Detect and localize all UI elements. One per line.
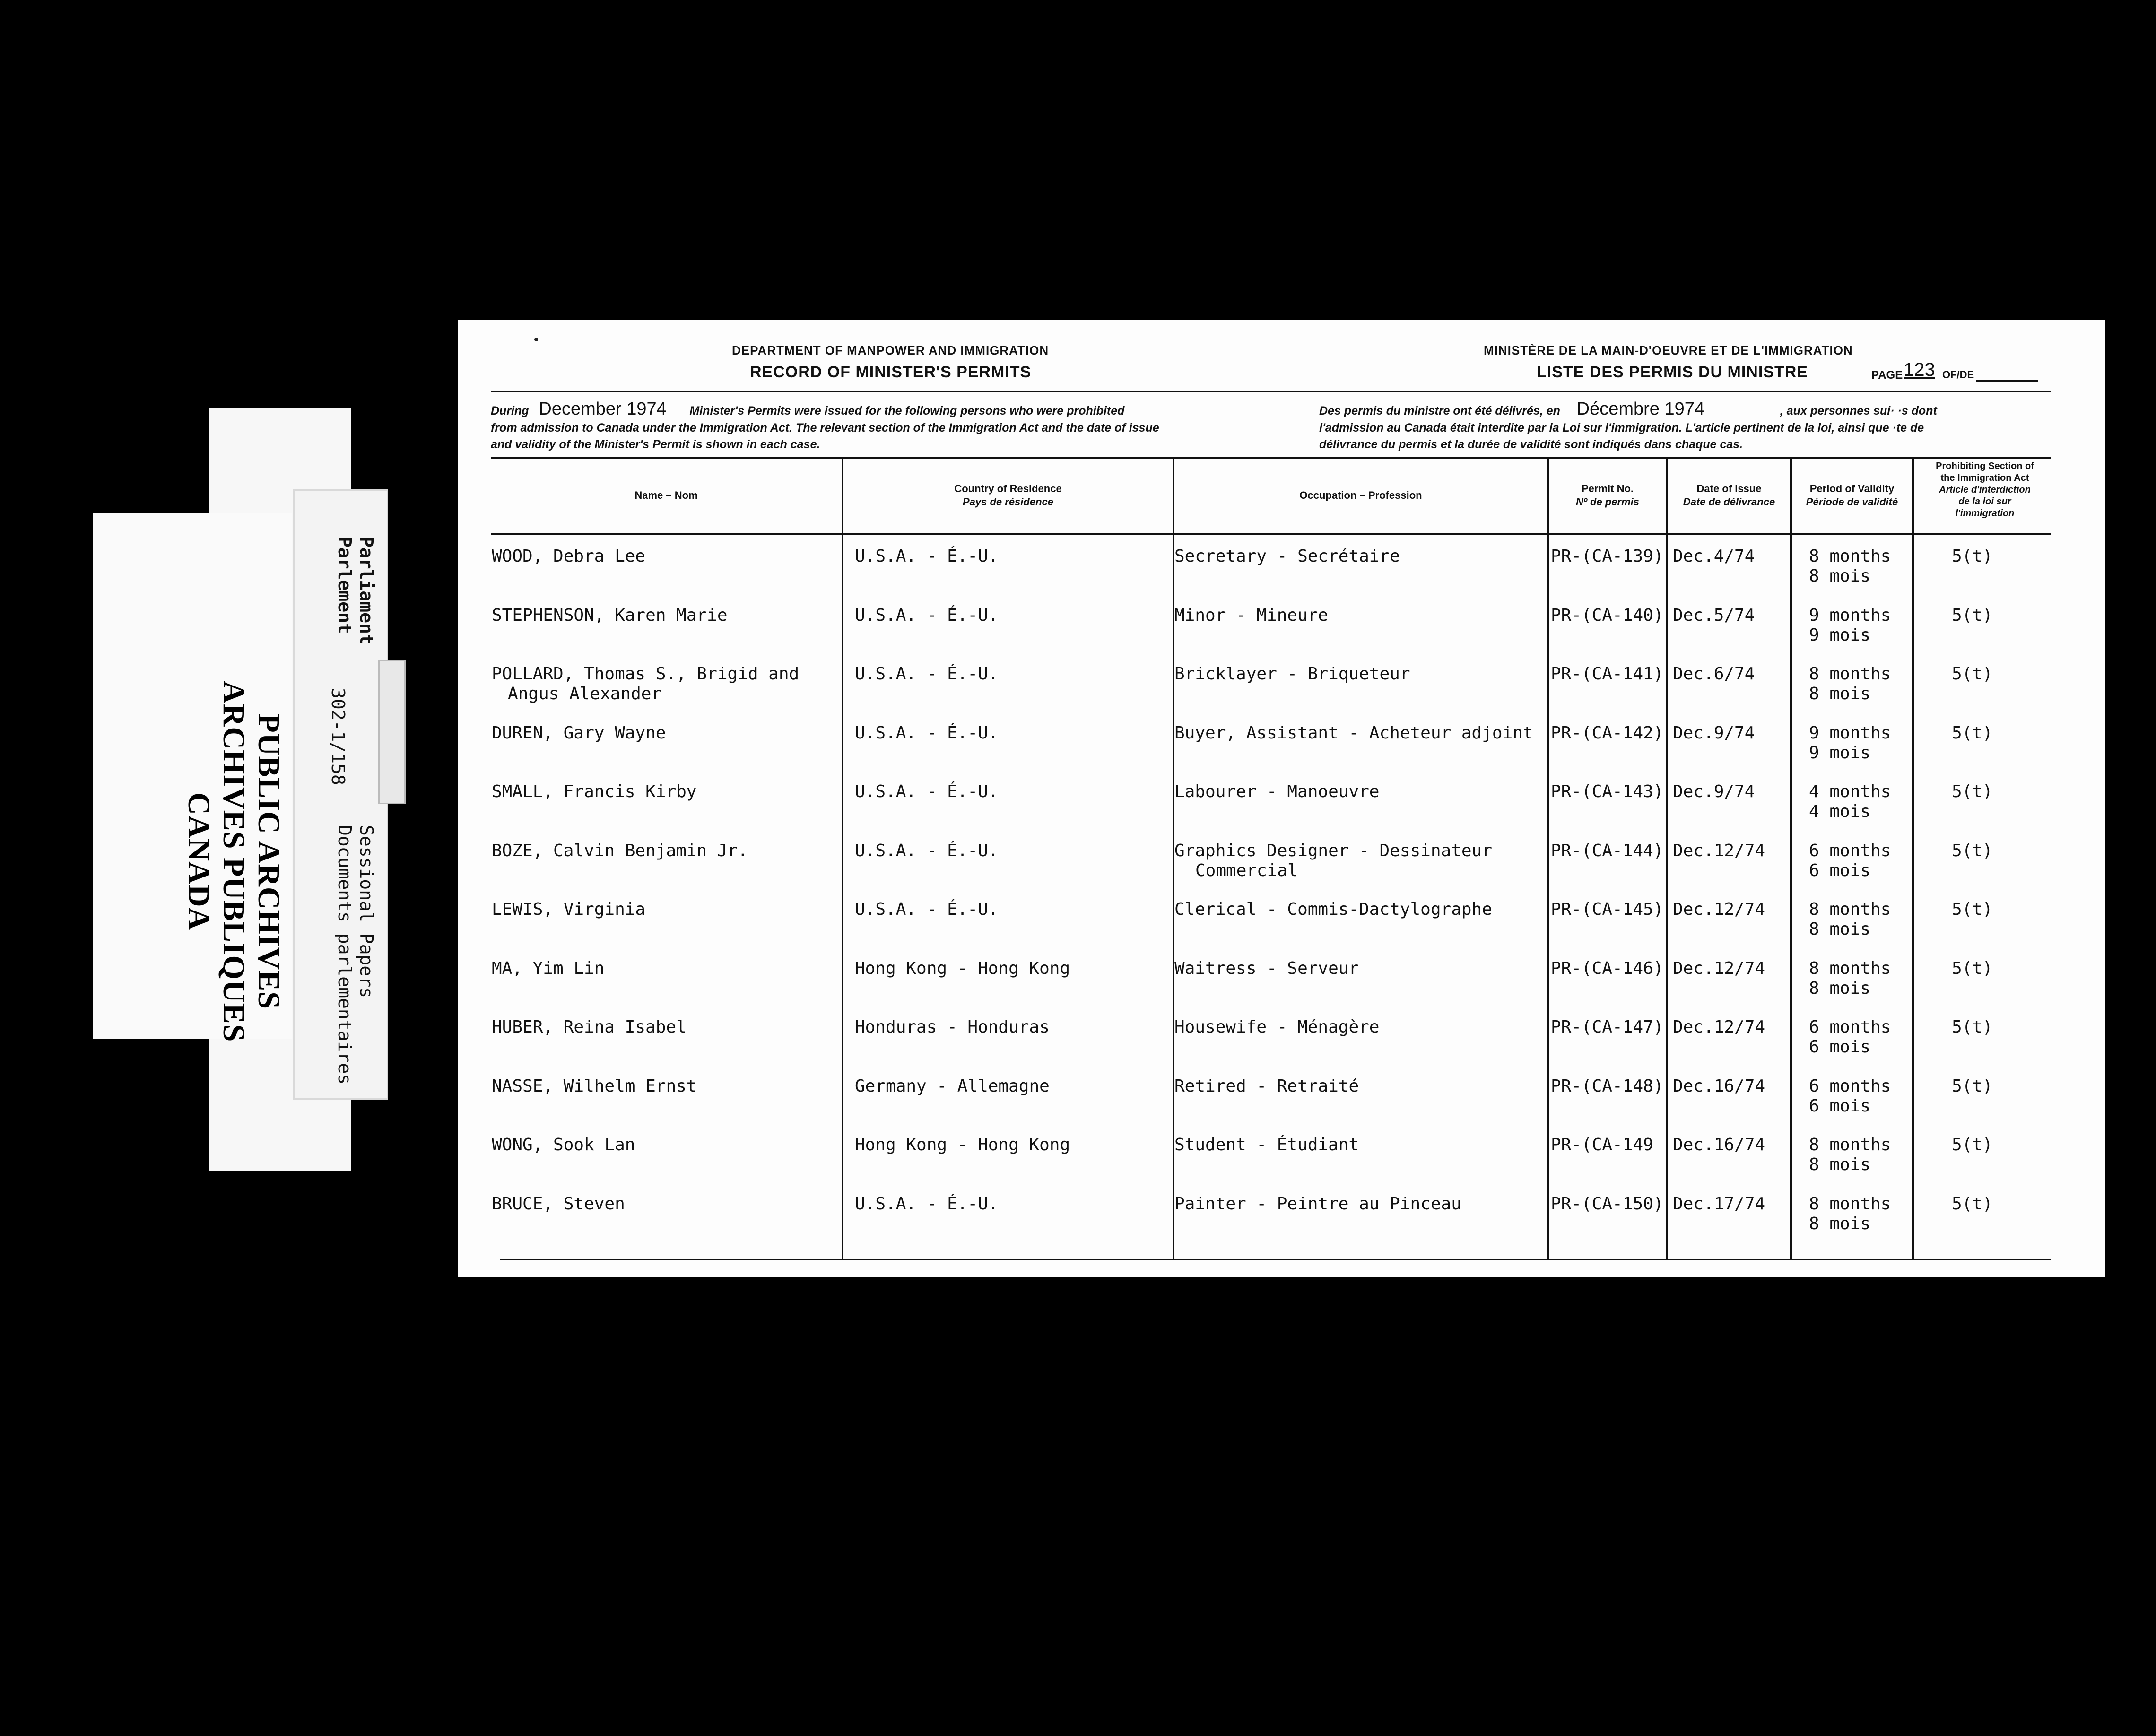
cell-country: U.S.A. - É.-U. (855, 782, 999, 801)
cell-occupation: Clerical - Commis-Dactylographe (1174, 900, 1492, 919)
col-header-name: Name – Nom (635, 489, 698, 501)
intro-fr-line-1: Des permis du ministre ont été délivrés, en Décembre 1974 , aux personnes sui· ·s dont (1319, 399, 1937, 419)
cell-validity-fr: 8 mois (1809, 920, 1871, 939)
cell-occupation: Retired - Retraité (1174, 1076, 1359, 1096)
cell-issue-date: Dec.12/74 (1673, 841, 1765, 860)
cell-validity-en: 8 months (1809, 958, 1891, 978)
cell-country: Hong Kong - Hong Kong (855, 1135, 1070, 1154)
cell-prohibiting-section: 5(t) (1952, 664, 1993, 684)
cell-validity-fr: 8 mois (1809, 1214, 1871, 1233)
cell-country: U.S.A. - É.-U. (855, 723, 999, 743)
cell-name: BOZE, Calvin Benjamin Jr. (492, 841, 748, 860)
cell-validity-fr: 6 mois (1809, 1096, 1871, 1116)
cell-permit-number: PR-(CA-149 (1551, 1135, 1653, 1154)
cell-country: U.S.A. - É.-U. (855, 664, 999, 684)
dept-name-en: DEPARTMENT OF MANPOWER AND IMMIGRATION (732, 343, 1049, 357)
cell-permit-number: PR-(CA-139) (1551, 547, 1664, 566)
cell-validity-en: 8 months (1809, 664, 1891, 684)
cell-validity-en: 9 months (1809, 605, 1891, 625)
cell-validity-fr: 6 mois (1809, 1037, 1871, 1057)
cell-prohibiting-section: 5(t) (1952, 1076, 1993, 1096)
column-divider-4 (1666, 457, 1668, 1259)
cell-permit-number: PR-(CA-141) (1551, 664, 1664, 684)
col-header-occupation: Occupation – Profession (1299, 489, 1422, 501)
parliament-label: Parliament Parlement (334, 537, 377, 645)
cell-name: NASSE, Wilhelm Ernst (492, 1076, 697, 1096)
speck (534, 338, 538, 341)
cell-occupation: Student - Étudiant (1174, 1135, 1359, 1154)
column-divider-3 (1547, 457, 1549, 1259)
cell-prohibiting-section: 5(t) (1952, 1135, 1993, 1154)
cell-occupation: Labourer - Manoeuvre (1174, 782, 1380, 801)
cell-validity-fr: 6 mois (1809, 860, 1871, 880)
minister-permits-record (458, 320, 2105, 1277)
cell-country: U.S.A. - É.-U. (855, 1194, 999, 1214)
intro-en-line-2: from admission to Canada under the Immigration Act. The relevant section of the Immigration Act and the date of issue (491, 421, 1159, 434)
cell-occupation: Bricklayer - Briqueteur (1174, 664, 1410, 684)
cell-issue-date: Dec.9/74 (1673, 723, 1755, 743)
cell-issue-date: Dec.6/74 (1673, 664, 1755, 684)
cell-issue-date: Dec.4/74 (1673, 547, 1755, 566)
cell-prohibiting-section: 5(t) (1952, 605, 1993, 625)
cell-prohibiting-section: 5(t) (1952, 547, 1993, 566)
cell-validity-fr: 8 mois (1809, 684, 1871, 703)
cell-prohibiting-section: 5(t) (1952, 723, 1993, 743)
column-divider-6 (1912, 457, 1914, 1259)
cell-prohibiting-section: 5(t) (1952, 1194, 1993, 1214)
cell-prohibiting-section: 5(t) (1952, 900, 1993, 919)
record-title-fr: LISTE DES PERMIS DU MINISTRE (1537, 363, 1808, 381)
cell-name: BRUCE, Steven (492, 1194, 625, 1214)
col-header-validity: Period of Validity Période de validité (1806, 483, 1898, 508)
cell-validity-en: 8 months (1809, 1135, 1891, 1154)
column-divider-5 (1790, 457, 1792, 1259)
cell-prohibiting-section: 5(t) (1952, 841, 1993, 860)
cell-country: Germany - Allemagne (855, 1076, 1050, 1096)
intro-fr-line-2: l'admission au Canada était interdite par la Loi sur l'immigration. L'article pertinent de la loi, ainsi que ·te de (1319, 421, 1924, 434)
cell-validity-en: 9 months (1809, 723, 1891, 743)
cell-permit-number: PR-(CA-150) (1551, 1194, 1664, 1214)
header-rule (491, 391, 2051, 392)
of-blank (1976, 380, 2038, 382)
archive-label-tab (378, 660, 406, 804)
col-header-permit: Permit No. Nº de permis (1576, 483, 1639, 508)
col-header-country: Country of Residence Pays de résidence (954, 483, 1062, 508)
cell-occupation-cont: Commercial (1195, 860, 1298, 880)
intro-en-line-1: During December 1974 Minister's Permits were issued for the following persons who were prohibited (491, 399, 1125, 419)
cell-permit-number: PR-(CA-147) (1551, 1017, 1664, 1037)
cell-country: U.S.A. - É.-U. (855, 900, 999, 919)
cell-permit-number: PR-(CA-144) (1551, 841, 1664, 860)
cell-prohibiting-section: 5(t) (1952, 782, 1993, 801)
cell-validity-en: 8 months (1809, 1194, 1891, 1214)
cell-issue-date: Dec.9/74 (1673, 782, 1755, 801)
cell-validity-fr: 8 mois (1809, 566, 1871, 586)
col-header-section: Prohibiting Section of the Immigration Act Article d'interdiction de la loi sur l'immigration (1936, 461, 2034, 519)
cell-name-cont: Angus Alexander (508, 684, 662, 703)
cell-validity-fr: 9 mois (1809, 743, 1871, 763)
cell-name: STEPHENSON, Karen Marie (492, 605, 728, 625)
cell-permit-number: PR-(CA-145) (1551, 900, 1664, 919)
cell-validity-fr: 8 mois (1809, 1155, 1871, 1174)
cell-country: U.S.A. - É.-U. (855, 605, 999, 625)
cell-validity-fr: 8 mois (1809, 978, 1871, 998)
cell-permit-number: PR-(CA-146) (1551, 958, 1664, 978)
dept-name-fr: MINISTÈRE DE LA MAIN-D'OEUVRE ET DE L'IMMIGRATION (1484, 343, 1853, 357)
cell-name: WOOD, Debra Lee (492, 547, 646, 566)
cell-issue-date: Dec.16/74 (1673, 1076, 1765, 1096)
column-divider-1 (842, 457, 843, 1259)
cell-country: Hong Kong - Hong Kong (855, 958, 1070, 978)
cell-occupation: Buyer, Assistant - Acheteur adjoint (1174, 723, 1533, 743)
cell-name: LEWIS, Virginia (492, 900, 646, 919)
cell-validity-en: 8 months (1809, 547, 1891, 566)
cell-validity-en: 8 months (1809, 900, 1891, 919)
table-header-rule (491, 533, 2051, 535)
cell-name: POLLARD, Thomas S., Brigid and (492, 664, 800, 684)
cell-issue-date: Dec.12/74 (1673, 958, 1765, 978)
page-number: 123 (1904, 359, 1935, 380)
record-title-en: RECORD OF MINISTER'S PERMITS (750, 363, 1032, 381)
cell-permit-number: PR-(CA-148) (1551, 1076, 1664, 1096)
table-top-rule (491, 457, 2051, 459)
cell-country: U.S.A. - É.-U. (855, 547, 999, 566)
sessional-papers-label: Sessional Papers Documents parlementaires (334, 825, 377, 1085)
cell-name: DUREN, Gary Wayne (492, 723, 666, 743)
cell-name: MA, Yim Lin (492, 958, 605, 978)
col-header-issue-date: Date of Issue Date de délivrance (1683, 483, 1775, 508)
intro-fr-line-3: délivrance du permis et la durée de validité sont indiqués dans chaque cas. (1319, 438, 1743, 451)
cell-validity-en: 6 months (1809, 1076, 1891, 1096)
cell-validity-en: 6 months (1809, 1017, 1891, 1037)
cell-country: Honduras - Honduras (855, 1017, 1050, 1037)
cell-name: HUBER, Reina Isabel (492, 1017, 687, 1037)
cell-occupation: Waitress - Serveur (1174, 958, 1359, 978)
cell-occupation: Housewife - Ménagère (1174, 1017, 1380, 1037)
cell-occupation: Graphics Designer - Dessinateur (1174, 841, 1492, 860)
of-label: OF/DE (1942, 369, 1974, 381)
cell-validity-fr: 9 mois (1809, 625, 1871, 645)
cell-validity-fr: 4 mois (1809, 802, 1871, 821)
cell-issue-date: Dec.17/74 (1673, 1194, 1765, 1214)
cell-issue-date: Dec.12/74 (1673, 900, 1765, 919)
cell-name: WONG, Sook Lan (492, 1135, 635, 1154)
cell-name: SMALL, Francis Kirby (492, 782, 697, 801)
table-bottom-rule (500, 1259, 2051, 1260)
intro-en-line-3: and validity of the Minister's Permit is shown in each case. (491, 438, 820, 451)
cell-occupation: Secretary - Secrétaire (1174, 547, 1400, 566)
cell-permit-number: PR-(CA-142) (1551, 723, 1664, 743)
cell-permit-number: PR-(CA-140) (1551, 605, 1664, 625)
cell-occupation: Minor - Mineure (1174, 605, 1329, 625)
cell-prohibiting-section: 5(t) (1952, 1017, 1993, 1037)
cell-issue-date: Dec.12/74 (1673, 1017, 1765, 1037)
cell-issue-date: Dec.16/74 (1673, 1135, 1765, 1154)
cell-validity-en: 6 months (1809, 841, 1891, 860)
public-archives-title: PUBLIC ARCHIVES ARCHIVES PUBLIQUES CANADA (182, 681, 286, 1042)
cell-permit-number: PR-(CA-143) (1551, 782, 1664, 801)
reference-number: 302-1/158 (328, 688, 348, 785)
cell-issue-date: Dec.5/74 (1673, 605, 1755, 625)
page-label: PAGE (1871, 369, 1903, 382)
cell-validity-en: 4 months (1809, 782, 1891, 801)
cell-prohibiting-section: 5(t) (1952, 958, 1993, 978)
cell-occupation: Painter - Peintre au Pinceau (1174, 1194, 1461, 1214)
cell-country: U.S.A. - É.-U. (855, 841, 999, 860)
